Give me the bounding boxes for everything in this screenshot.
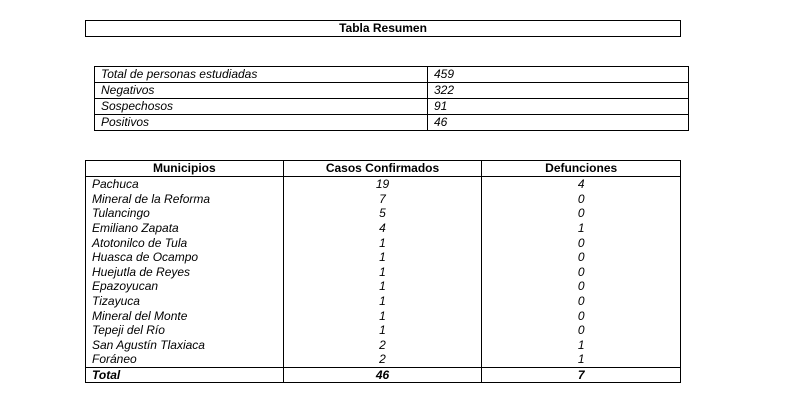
table-row — [86, 338, 681, 353]
header-casos: Casos Confirmados — [283, 161, 482, 177]
table-row — [86, 250, 681, 265]
casos-confirmados: 1 — [283, 308, 482, 323]
municipio-name: Mineral del Monte — [86, 308, 284, 323]
municipio-name: Pachuca — [86, 177, 284, 192]
casos-confirmados: 1 — [283, 235, 482, 250]
defunciones: 0 — [482, 235, 681, 250]
summary-value: 322 — [428, 83, 689, 99]
table-row — [86, 352, 681, 367]
table-row — [86, 323, 681, 338]
table-row — [86, 294, 681, 309]
municipio-name: San Agustín Tlaxiaca — [86, 338, 284, 353]
defunciones: 4 — [482, 177, 681, 192]
defunciones: 0 — [482, 250, 681, 265]
summary-label: Negativos — [95, 83, 428, 99]
table-row — [86, 235, 681, 250]
defunciones: 0 — [482, 308, 681, 323]
casos-confirmados: 4 — [283, 221, 482, 236]
defunciones: 1 — [482, 352, 681, 367]
table-row — [86, 192, 681, 207]
casos-confirmados: 1 — [283, 265, 482, 280]
casos-confirmados: 5 — [283, 206, 482, 221]
municipios-body — [86, 177, 681, 383]
summary-row — [95, 115, 689, 131]
summary-row — [95, 99, 689, 115]
defunciones: 1 — [482, 221, 681, 236]
total-label: Total — [86, 367, 284, 383]
title-table — [85, 20, 681, 37]
municipio-name: Epazoyucan — [86, 279, 284, 294]
casos-confirmados: 1 — [283, 279, 482, 294]
table-row — [86, 308, 681, 323]
defunciones: 0 — [482, 323, 681, 338]
table-row — [86, 221, 681, 236]
header-row — [86, 161, 681, 177]
summary-value: 91 — [428, 99, 689, 115]
summary-value: 46 — [428, 115, 689, 131]
casos-confirmados: 2 — [283, 352, 482, 367]
casos-confirmados: 1 — [283, 323, 482, 338]
municipio-name: Tizayuca — [86, 294, 284, 309]
header-municipios: Municipios — [86, 161, 284, 177]
municipio-name: Mineral de la Reforma — [86, 192, 284, 207]
municipio-name: Tulancingo — [86, 206, 284, 221]
summary-row — [95, 83, 689, 99]
municipio-name: Emiliano Zapata — [86, 221, 284, 236]
summary-value: 459 — [428, 67, 689, 83]
summary-table — [94, 66, 689, 131]
table-row — [86, 279, 681, 294]
municipio-name: Huejutla de Reyes — [86, 265, 284, 280]
defunciones: 0 — [482, 192, 681, 207]
table-row — [86, 177, 681, 192]
defunciones: 0 — [482, 294, 681, 309]
table-row — [86, 265, 681, 280]
summary-label: Total de personas estudiadas — [95, 67, 428, 83]
municipio-name: Huasca de Ocampo — [86, 250, 284, 265]
total-defunciones: 7 — [482, 367, 681, 383]
summary-label: Positivos — [95, 115, 428, 131]
casos-confirmados: 19 — [283, 177, 482, 192]
total-row — [86, 367, 681, 383]
municipios-table — [85, 160, 681, 383]
defunciones: 0 — [482, 206, 681, 221]
casos-confirmados: 7 — [283, 192, 482, 207]
summary-row — [95, 67, 689, 83]
total-casos: 46 — [283, 367, 482, 383]
municipio-name: Atotonilco de Tula — [86, 235, 284, 250]
defunciones: 0 — [482, 279, 681, 294]
defunciones: 0 — [482, 265, 681, 280]
table-row — [86, 206, 681, 221]
casos-confirmados: 1 — [283, 294, 482, 309]
casos-confirmados: 1 — [283, 250, 482, 265]
summary-label: Sospechosos — [95, 99, 428, 115]
municipio-name: Tepeji del Río — [86, 323, 284, 338]
municipio-name: Foráneo — [86, 352, 284, 367]
casos-confirmados: 2 — [283, 338, 482, 353]
page-title: Tabla Resumen — [86, 21, 681, 37]
defunciones: 1 — [482, 338, 681, 353]
header-defunciones: Defunciones — [482, 161, 681, 177]
